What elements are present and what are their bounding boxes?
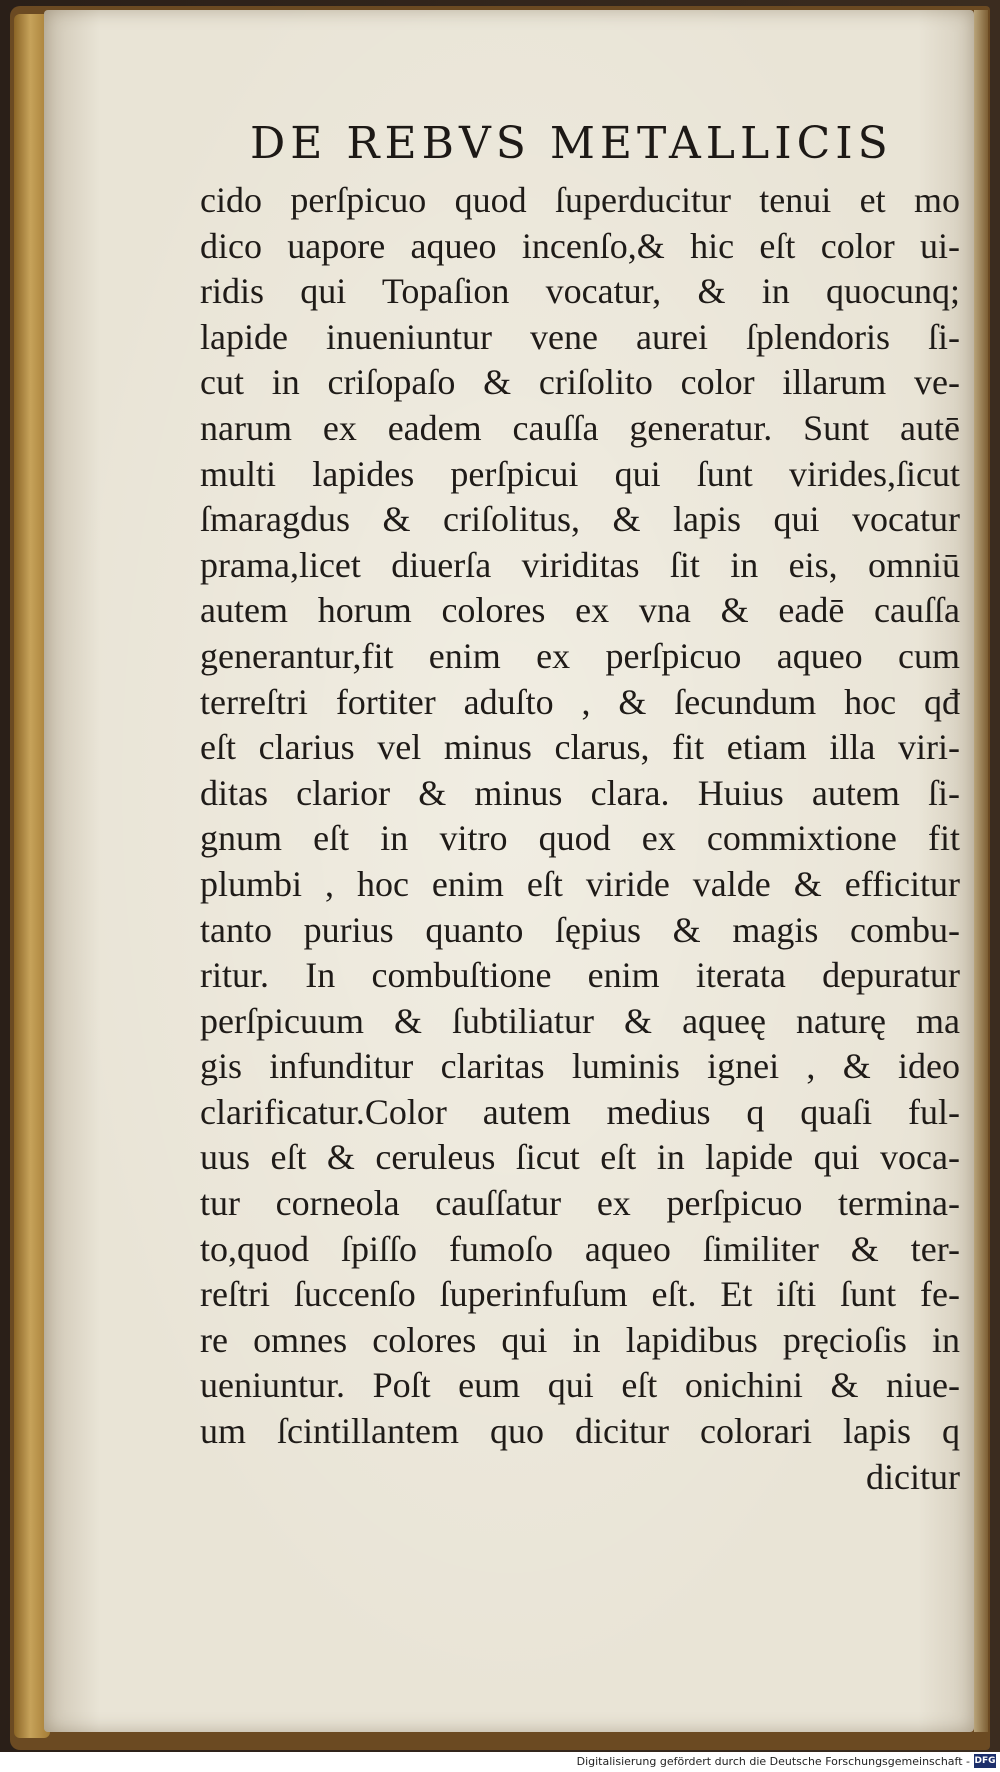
text-line: cut in criſopaſo & criſolito color illarum ve- [200,362,960,403]
text-line: to,quod ſpiſſo fumoſo aqueo ſimiliter & ter- [200,1228,960,1269]
text-line: clarificatur.Color autem medius q quaſi ful- [200,1091,960,1132]
text-line: re omnes colores qui in lapidibus pręcioſis in [200,1319,960,1360]
text-line: lapide inueniuntur vene aurei ſplendoris ſi- [200,316,960,357]
text-line: plumbi , hoc enim eſt viride valde & efficitur [200,863,960,904]
text-line: ueniuntur. Poſt eum qui eſt onichini & niue- [200,1365,960,1406]
text-line: gis infunditur claritas luminis ignei , & ideo [200,1046,960,1087]
text-line: reſtri ſuccenſo ſuperinfuſum eſt. Et iſti ſunt fe- [200,1274,960,1315]
text-line: terreſtri fortiter aduſto , & ſecundum hoc qđ [200,681,960,722]
text-line: cido perſpicuo quod ſuperducitur tenui et mo [200,180,960,220]
dfg-logo: DFG [974,1756,996,1766]
text-line: um ſcintillantem quo dicitur colorari lapis q [200,1411,960,1452]
page-right-edge [974,10,988,1732]
digitization-credit: Digitalisierung gefördert durch die Deutsche Forschungsgemeinschaft - [576,1755,970,1768]
text-line: dicitur [866,1456,960,1497]
text-line: multi lapides perſpicui qui ſunt virides,ſicut [200,453,960,494]
text-line: ridis qui Topaſion vocatur, & in quocunq; [200,271,960,312]
running-head: DE REBVS METALLICIS [250,118,893,169]
body-text [200,178,960,1500]
text-line: perſpicuum & ſubtiliatur & aqueę naturę ma [200,1000,960,1041]
text-line: eſt clarius vel minus clarus, fit etiam illa viri- [200,727,960,768]
text-line: generantur,fit enim ex perſpicuo aqueo cum [200,635,960,676]
text-line: autem horum colores ex vna & eadē cauſſa [200,590,960,631]
text-line: prama,licet diuerſa viriditas ſit in eis, omniū [200,544,960,585]
text-line: tanto purius quanto ſępius & magis combu- [200,909,960,950]
text-line: dico uapore aqueo incenſo,& hic eſt color ui- [200,225,960,266]
text-line: tur corneola cauſſatur ex perſpicuo termina- [200,1183,960,1224]
text-line: uus eſt & ceruleus ſicut eſt in lapide qui voca- [200,1137,960,1178]
text-line: narum ex eadem cauſſa generatur. Sunt autē [200,407,960,448]
text-line: ſmaragdus & criſolitus, & lapis qui vocatur [200,499,960,540]
text-line: gnum eſt in vitro quod ex commixtione fit [200,818,960,859]
text-line: ditas clarior & minus clara. Huius autem ſi- [200,772,960,813]
text-line: ritur. In combuſtione enim iterata depuratur [200,955,960,996]
